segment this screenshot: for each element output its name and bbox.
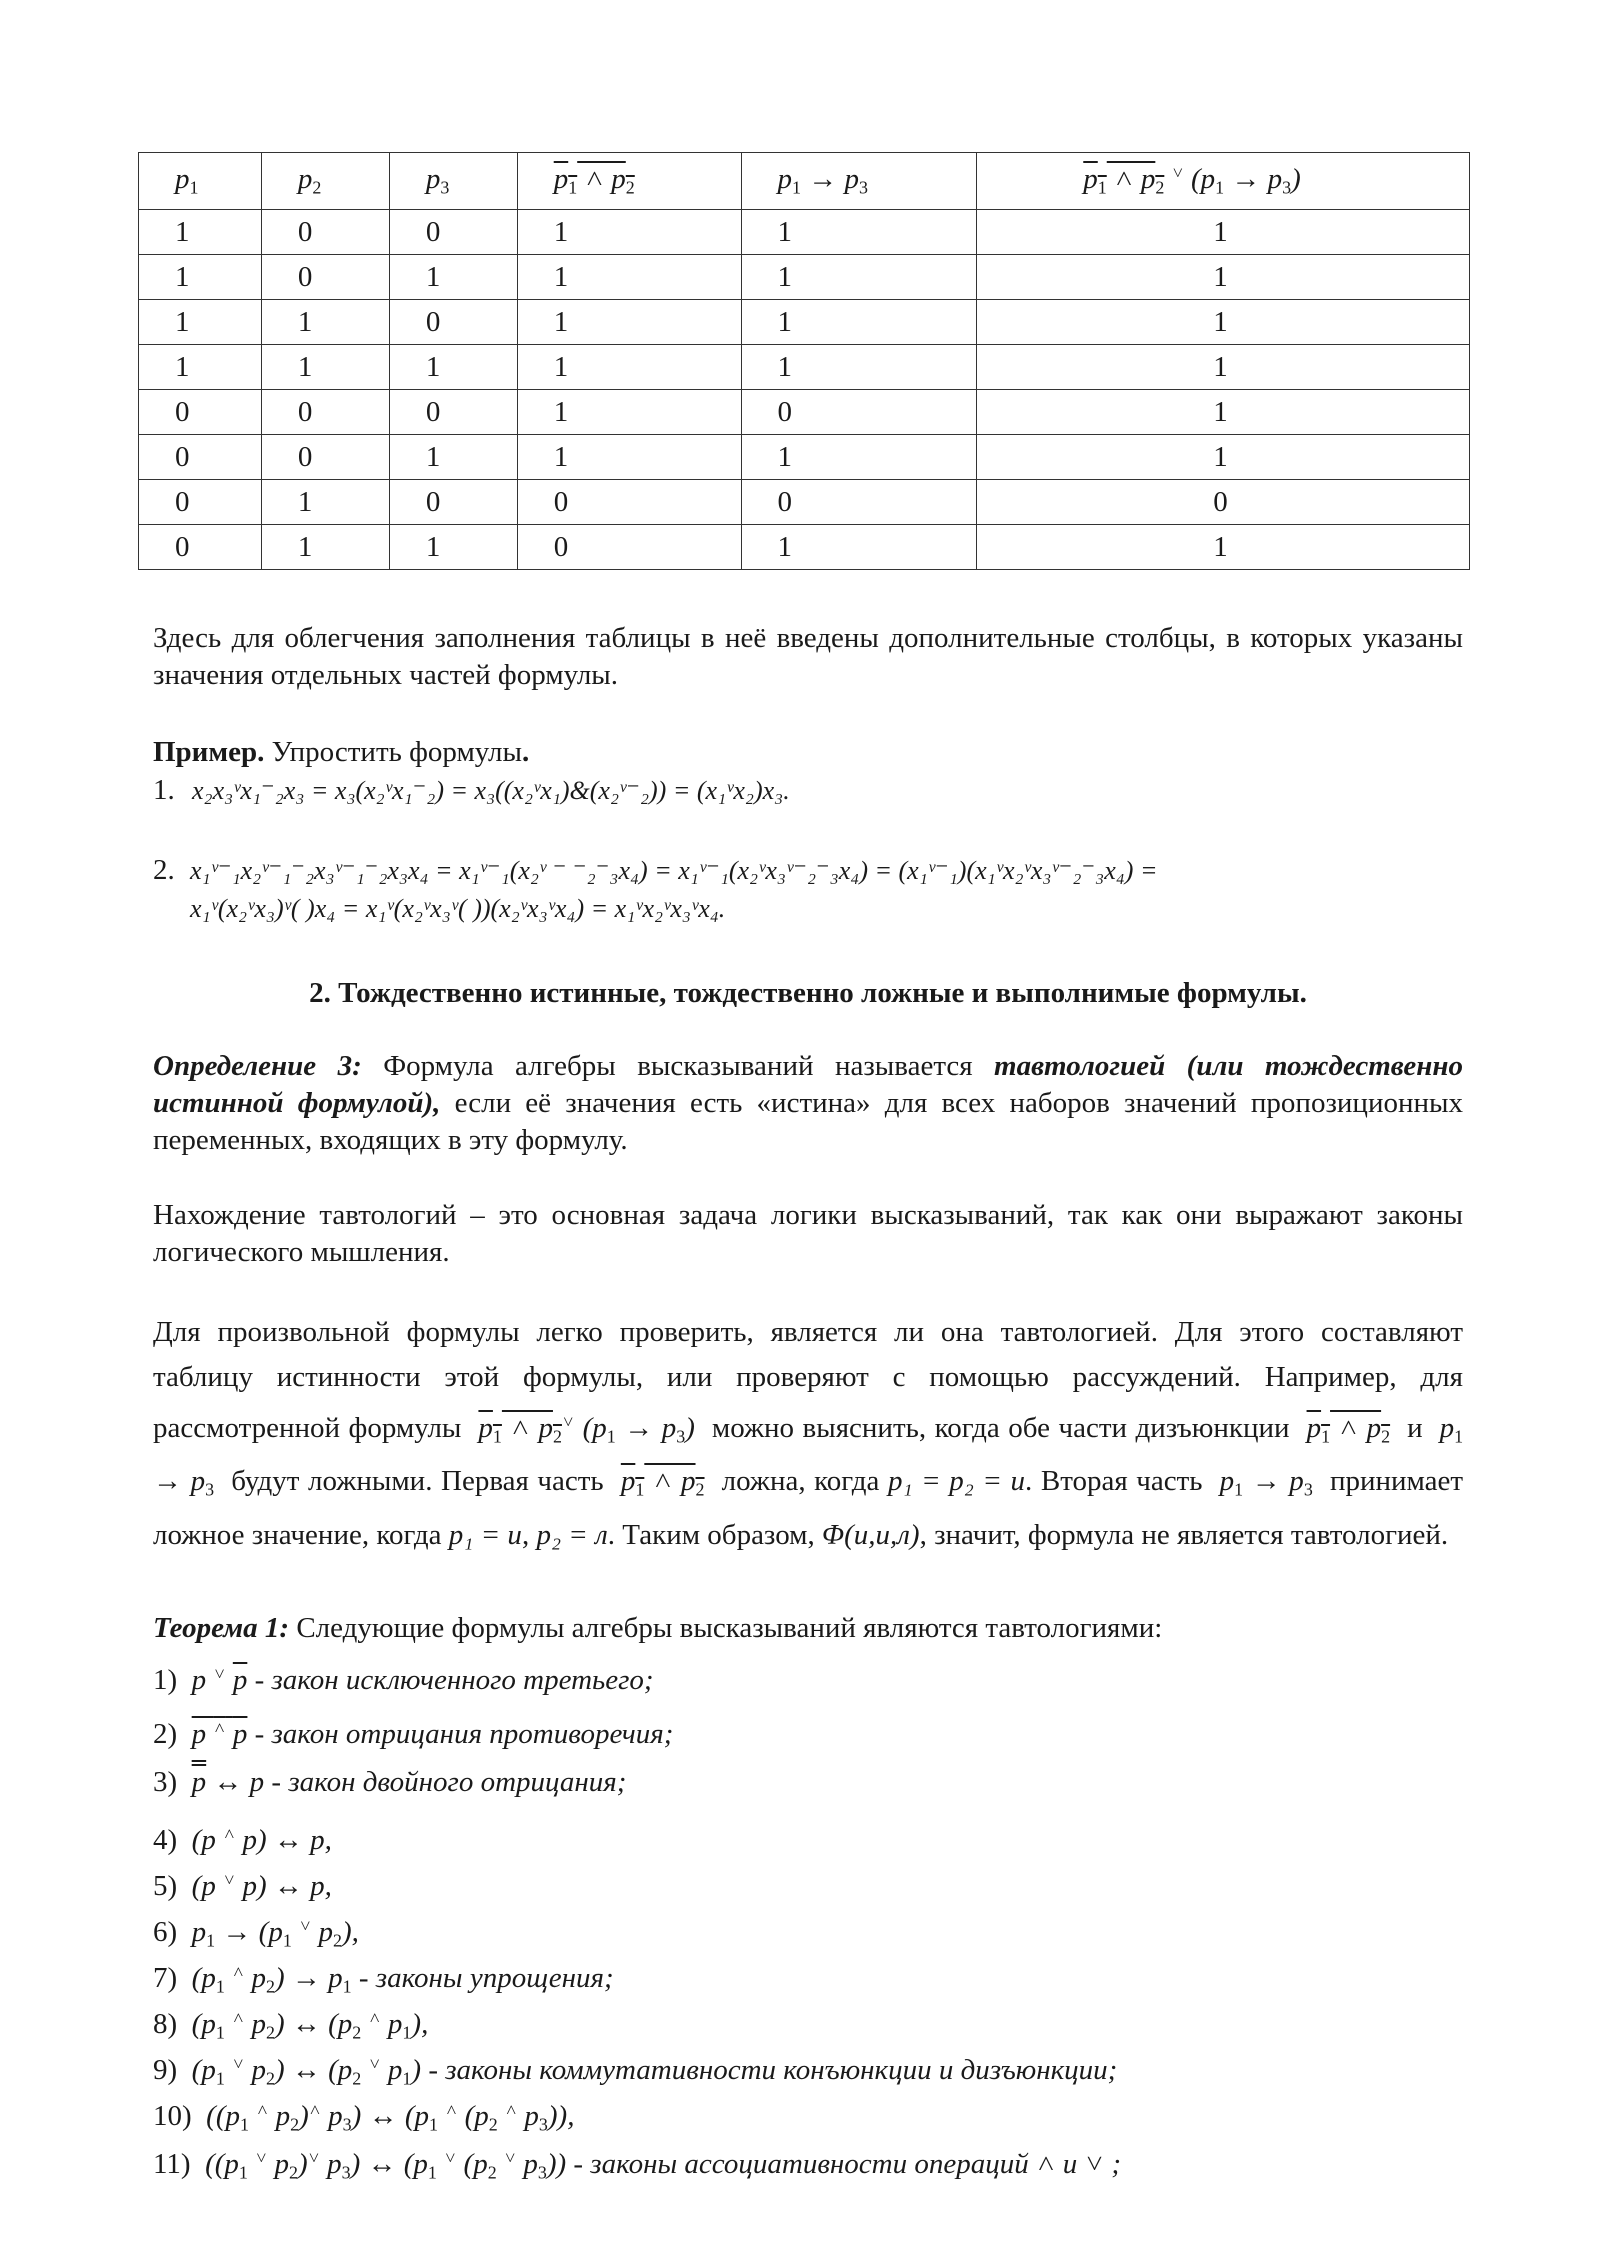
phi-expression: Φ(и,и,л) [822,1518,920,1551]
law-description: - закон двойного отрицания; [264,1766,627,1798]
table-cell: 1 [977,390,1470,435]
table-cell: 1 [261,525,389,570]
equation-p1-p2: p₁ = p₂ = и [887,1465,1026,1498]
table-cell: 1 [261,300,389,345]
table-cell: 1 [977,255,1470,300]
table-cell: 1 [977,525,1470,570]
law-formula: (($p_1$ ˄ $p_2)^˄$ $p_3$) ↔ ($p_1$ ˄ ($p_2$ ˄ $p_3$)) [198,2099,568,2135]
header-formula: $p_1$ ˄ $p_2$ ˅ $(p_1 \to p_3)$ [977,153,1470,210]
table-cell: 0 [389,300,517,345]
table-cell: 0 [389,210,517,255]
definition-term: тавтологией (или тождественно истинной формулой), [153,1050,1463,1119]
header-implication: $p_1 \to p_3$ [741,153,977,210]
theorem-text: Следующие формулы алгебры высказываний являются тавтологиями: [289,1612,1163,1644]
table-row [139,390,1470,435]
table-cell: 1 [139,300,262,345]
check-paragraph [153,1310,1463,1558]
table-cell: 0 [517,525,741,570]
table-cell: 0 [389,390,517,435]
table-cell: 1 [741,210,977,255]
table-cell: 0 [741,480,977,525]
law-formula: ($p_1$ ˄ $p_2) \to p_1$ [184,1961,352,1997]
definition-label: Определение 3: [153,1050,362,1082]
header-not-and: $p_1$ ˄ $p_2$ [517,153,741,210]
law-number: 11) [153,2147,191,2180]
table-cell: 0 [261,435,389,480]
table-cell: 1 [139,210,262,255]
check-text-7: принимает ложное значение, когда [153,1465,1464,1551]
table-cell: 1 [261,480,389,525]
law-description: , [324,1823,332,1856]
table-row [139,480,1470,525]
check-text-2: можно выяснить, когда обе части дизъюнкции [711,1411,1290,1444]
law-formula: (($p_1$ ˅ $p_2)^˅$ $p_3$) ↔ ($p_1$ ˅ ($p_2$ ˅ $p_3$)) [197,2147,567,2183]
table-cell: 1 [139,255,262,300]
table-note-paragraph: Здесь для облегчения заполнения таблицы в неё введены дополнительные столбцы, в которых указаны значения отдельных частей формулы. [153,622,1463,691]
example-heading [153,734,1463,771]
table-cell: 1 [741,300,977,345]
formula-2-line-1-text: x₁ᵛ⁻₁x₂ᵛ⁻₁⁻₂x₃ᵛ⁻₁⁻₂x₃x₄ = x₁ᵛ⁻₁(x₂ᵛ ⁻ ⁻₂⁻₃x₄) = x₁ᵛ⁻₁(x₂ᵛx₃ᵛ⁻₂⁻₃x₄) = (x₁ᵛ⁻₁)(x₁ᵛx₂ᵛx₃ᵛ⁻₂⁻₃x₄) = [190,856,1158,885]
law-description: - законы ассоциативности операций ˄ и ˅ ; [566,2147,1122,2180]
check-text-8: , [521,1518,530,1551]
definition-paragraph [153,1048,1463,1159]
table-cell: 1 [389,435,517,480]
table-cell: 1 [977,345,1470,390]
table-row [139,435,1470,480]
example-formula-1 [153,772,1493,809]
formula-1-text: x₂x₃ᵛx₁⁻₂x₃ = x₃(x₂ᵛx₁⁻₂) = x₃((x₂ᵛx₁)&(x₂ᵛ⁻₂)) = (x₁ᵛx₂)x₃. [192,776,790,805]
formula-1-number: 1. [153,774,175,806]
table-row [139,525,1470,570]
table-cell: 1 [389,255,517,300]
law-number: 3) [153,1766,178,1798]
table-cell: 1 [517,345,741,390]
law-formula: ($p_1$ ˅ $p_2$) ↔ ($p_2$ ˅ $p_1$) [184,2053,422,2089]
formula-inline-4: $p_1$ ˄ $p_2$ [620,1465,705,1500]
law-description: - законы упрощения; [351,1961,614,1994]
law-formula: p ↔ p [191,1766,265,1798]
table-cell: 1 [389,345,517,390]
section-title: 2. Тождественно истинные, тождественно ложные и выполнимые формулы. [309,977,1307,1009]
law-item-7 [153,1954,1493,2005]
table-row [139,300,1470,345]
table-cell: 1 [517,435,741,480]
law-number: 1) [153,1663,178,1696]
check-text-4: будут ложными. Первая часть [231,1465,604,1498]
table-row [139,255,1470,300]
table-cell: 1 [741,525,977,570]
law-description: - закон отрицания противоречия; [247,1717,674,1750]
theorem-label: Теорема 1: [153,1612,290,1644]
header-p2: $p_2$ [261,153,389,210]
table-cell: 0 [517,480,741,525]
table-cell: 0 [741,390,977,435]
table-cell: 1 [261,345,389,390]
table-cell: 0 [389,480,517,525]
law-description: , [351,1915,359,1948]
example-formula-2-line-1 [153,852,1493,889]
law-item-6 [153,1908,1493,1959]
table-cell: 1 [977,435,1470,480]
table-cell: 1 [139,345,262,390]
law-item-3 [153,1764,1493,1801]
table-cell: 1 [389,525,517,570]
law-item-8 [153,2000,1493,2051]
equation-p2: p₂ = л [536,1518,608,1551]
example-dot: . [521,736,530,768]
law-number: 10) [153,2099,192,2132]
check-text-5: ложна, когда [721,1465,880,1498]
law-formula: $p_1 \to (p_1$ ˅ $p_2$) [184,1915,352,1951]
header-p1: $p_1$ [139,153,262,210]
definition-text-1: Формула алгебры высказываний называется [361,1050,995,1082]
formula-inline-2: $p_1$ ˄ $p_2$ [1306,1411,1391,1447]
law-item-2 [153,1710,1493,1753]
law-number: 4) [153,1823,178,1856]
law-formula: ($p_1$ ˄ $p_2$) ↔ ($p_2$ ˄ $p_1$) [184,2007,422,2043]
check-text-6: . Вторая часть [1025,1465,1203,1498]
law-description: , [421,2007,429,2040]
law-description: , [324,1869,332,1902]
law-description: - закон исключенного третьего; [247,1663,654,1696]
table-cell: 0 [139,480,262,525]
definition-text-2: если её значения есть «истина» для всех наборов значений пропозиционных переменных, входящих в эту формулу. [153,1087,1463,1156]
formula-inline-1: $p_1$ ˄ $p_2^˅$ $(p_1 \to p_3)$ [478,1411,704,1447]
law-number: 5) [153,1869,178,1902]
law-number: 9) [153,2053,178,2086]
table-cell: 1 [977,300,1470,345]
check-text-10: , значит, формула не является тавтологией. [919,1518,1449,1551]
law-formula: p ˅ $\overline{p}$ [184,1663,248,1696]
table-cell: 0 [139,390,262,435]
table-cell: 1 [517,255,741,300]
header-p3: $p_3$ [389,153,517,210]
table-cell: 0 [139,435,262,480]
tautology-paragraph: Нахождение тавтологий – это основная задача логики высказываний, так как они выражают законы логического мышления. [153,1199,1463,1268]
table-row [139,210,1470,255]
law-number: 6) [153,1915,178,1948]
example-text: Упростить формулы [264,736,522,768]
law-formula: (p ˅ p) ↔ p [184,1869,325,1902]
table-cell: 1 [977,210,1470,255]
check-text-3: и [1407,1411,1423,1444]
example-formula-2-line-2 [190,890,1530,927]
law-item-9 [153,2046,1493,2097]
law-formula: (p ˄ p) ↔ p [184,1823,325,1856]
formula-inline-3: $p_1 \to p_3$ [153,1411,1464,1500]
table-row [139,345,1470,390]
law-number: 2) [153,1717,178,1750]
table-cell: 1 [741,255,977,300]
table-cell: 1 [517,390,741,435]
law-number: 7) [153,1961,178,1994]
law-item-10 [153,2092,1493,2143]
theorem-heading [153,1610,1463,1647]
table-cell: 0 [261,255,389,300]
check-text-1: Для произвольной формулы легко проверить, является ли она тавтологией. Для этого составляют таблицу истинности этой формулы, или проверяют с помощью рассуждений. Например, для рассмотренной формулы [153,1316,1463,1444]
table-cell: 1 [517,210,741,255]
truth-table [138,152,1470,570]
law-number: 8) [153,2007,178,2040]
law-item-1 [153,1656,1493,1699]
table-cell: 1 [741,435,977,480]
formula-2-line-2-text: x₁ᵛ(x₂ᵛx₃)ᵛ( )x₄ = x₁ᵛ(x₂ᵛx₃ᵛ( ))(x₂ᵛx₃ᵛx₄) = x₁ᵛx₂ᵛx₃ᵛx₄. [190,894,726,923]
law-item-11 [153,2140,1493,2191]
equation-p1: p₁ = и [448,1518,522,1551]
table-body [139,210,1470,570]
table-cell: 1 [741,345,977,390]
table-cell: 0 [139,525,262,570]
table-cell: 0 [977,480,1470,525]
check-text-9: . Таким образом, [607,1518,815,1551]
formula-inline-5: $p_1 \to p_3$ [1211,1465,1313,1500]
example-label: Пример. [153,736,265,768]
table-cell: 0 [261,390,389,435]
law-item-4 [153,1816,1493,1859]
table-cell: 1 [517,300,741,345]
law-item-5 [153,1862,1493,1905]
law-formula: p ˄ p [191,1717,248,1750]
formula-2-number: 2. [153,854,175,886]
table-cell: 0 [261,210,389,255]
law-description: - законы коммутативности конъюнкции и дизъюнкции; [421,2053,1118,2086]
table-header-row [139,153,1470,210]
law-description: , [567,2099,575,2132]
